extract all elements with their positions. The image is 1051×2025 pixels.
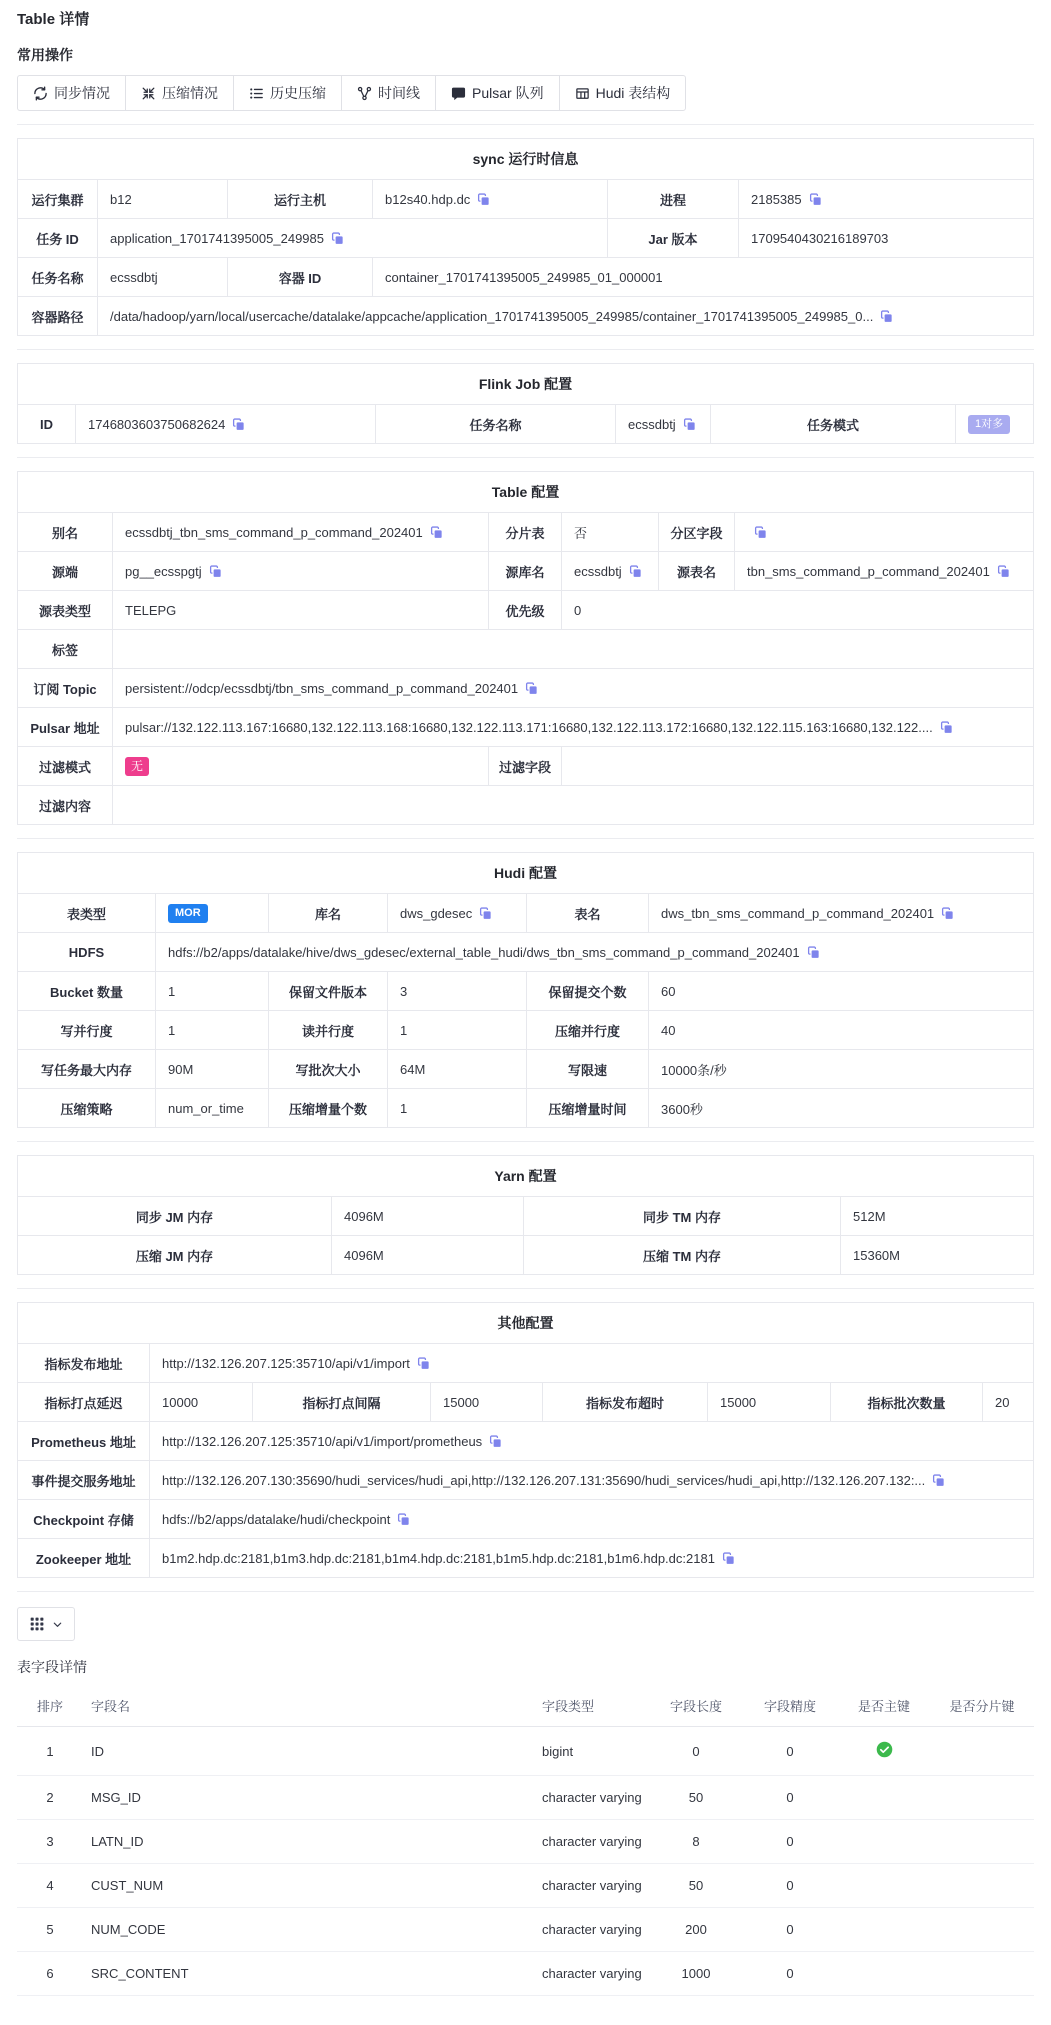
table-row [18, 552, 1034, 591]
field-label: 表名 [527, 894, 649, 933]
copy-icon[interactable] [417, 1357, 430, 1370]
cell [930, 1952, 1034, 1996]
field-value: ecssdbtj [616, 405, 711, 444]
field-label: 事件提交服务地址 [18, 1461, 150, 1500]
cell: 0 [650, 1727, 742, 1776]
cell: 6 [17, 1952, 83, 1996]
field-label: 同步 TM 内存 [524, 1197, 841, 1236]
field-value [113, 630, 1034, 669]
table-row [18, 786, 1034, 825]
field-label: 写批次大小 [269, 1050, 388, 1089]
table-row [18, 180, 1034, 219]
history-icon [249, 86, 264, 101]
field-value: hdfs://b2/apps/datalake/hudi/checkpoint [150, 1500, 1034, 1539]
column-header: 字段类型 [534, 1685, 650, 1727]
cell: 50 [650, 1776, 742, 1820]
sync-runtime-card [17, 138, 1034, 336]
cell: SRC_CONTENT [83, 1952, 534, 1996]
card-title: Hudi 配置 [18, 853, 1034, 894]
timeline-icon [357, 86, 372, 101]
field-label: 同步 JM 内存 [18, 1197, 332, 1236]
op-button-label: 历史压缩 [270, 85, 326, 101]
sync-icon [33, 86, 48, 101]
cell: 2 [17, 1776, 83, 1820]
field-label: 库名 [269, 894, 388, 933]
field-label: 压缩 TM 内存 [524, 1236, 841, 1275]
column-header: 是否分片键 [930, 1685, 1034, 1727]
table-row [18, 708, 1034, 747]
copy-icon[interactable] [809, 193, 822, 206]
cell: NUM_CODE [83, 1908, 534, 1952]
table-row [18, 1089, 1034, 1128]
field-label: Prometheus 地址 [18, 1422, 150, 1461]
section-divider [17, 457, 1034, 458]
cell [838, 1908, 930, 1952]
card-title: sync 运行时信息 [18, 139, 1034, 180]
field-value: 10000 [150, 1383, 253, 1422]
op-button-history[interactable] [233, 75, 342, 111]
cell [930, 1908, 1034, 1952]
field-value: b12 [98, 180, 228, 219]
cell: bigint [534, 1727, 650, 1776]
field-label: Pulsar 地址 [18, 708, 113, 747]
field-value: 1746803603750682624 [76, 405, 376, 444]
field-value: 1 [156, 1011, 269, 1050]
flink-job-card [17, 363, 1034, 444]
table-row [18, 894, 1034, 933]
field-value: 512M [841, 1197, 1034, 1236]
table-row [18, 219, 1034, 258]
field-value: 3600秒 [649, 1089, 1034, 1128]
card-title: Flink Job 配置 [18, 364, 1034, 405]
field-value [735, 513, 1034, 552]
field-label: 压缩 JM 内存 [18, 1236, 332, 1275]
field-value: pulsar://132.122.113.167:16680,132.122.113.168:16680,132.122.113.171:16680,132.122.113.172:16680,132.122.115.163:16680,132.122.... [113, 708, 1034, 747]
table-row [18, 1344, 1034, 1383]
copy-icon[interactable] [754, 526, 767, 539]
cell: 4 [17, 1864, 83, 1908]
cell: LATN_ID [83, 1820, 534, 1864]
field-value: 15360M [841, 1236, 1034, 1275]
field-label: 源表类型 [18, 591, 113, 630]
other-config-card [17, 1302, 1034, 1578]
column-layout-button[interactable] [17, 1607, 75, 1641]
mode-badge: 1对多 [968, 415, 1010, 434]
field-label: 过滤模式 [18, 747, 113, 786]
cell [930, 1864, 1034, 1908]
cell: character varying [534, 1952, 650, 1996]
table-row [18, 630, 1034, 669]
cell: CUST_NUM [83, 1864, 534, 1908]
field-label: 保留提交个数 [527, 972, 649, 1011]
field-label: ID [18, 405, 76, 444]
cell: character varying [534, 1776, 650, 1820]
field-label: Zookeeper 地址 [18, 1539, 150, 1578]
field-label: 运行集群 [18, 180, 98, 219]
fields-section-title: 表字段详情 [17, 1659, 87, 1675]
field-value: b12s40.hdp.dc [373, 180, 608, 219]
yarn-config-card [17, 1155, 1034, 1275]
field-value [156, 894, 269, 933]
copy-icon[interactable] [209, 565, 222, 578]
field-row [17, 1727, 1034, 1776]
cell [838, 1820, 930, 1864]
field-value: pg__ecsspgtj [113, 552, 489, 591]
field-row [17, 1908, 1034, 1952]
cell: 3 [17, 1820, 83, 1864]
field-label: 任务名称 [376, 405, 616, 444]
field-value: 3 [388, 972, 527, 1011]
cell [930, 1820, 1034, 1864]
field-label: 指标批次数量 [831, 1383, 983, 1422]
table-row [18, 1050, 1034, 1089]
table-config-card [17, 471, 1034, 825]
field-value: TELEPG [113, 591, 489, 630]
field-value: 1709540430216189703 [739, 219, 1034, 258]
copy-icon[interactable] [331, 232, 344, 245]
cell: 200 [650, 1908, 742, 1952]
op-button-label: Hudi 表结构 [595, 85, 671, 101]
field-value: 4096M [332, 1197, 524, 1236]
section-divider [17, 124, 1034, 125]
field-value: tbn_sms_command_p_command_202401 [735, 552, 1034, 591]
field-label: 别名 [18, 513, 113, 552]
copy-icon[interactable] [997, 565, 1010, 578]
field-value: ecssdbtj [562, 552, 659, 591]
field-row [17, 1952, 1034, 1996]
cell: 0 [742, 1776, 838, 1820]
cell: 0 [742, 1952, 838, 1996]
op-button-label: 同步情况 [54, 85, 110, 101]
fields-header-row [17, 1685, 1034, 1727]
copy-icon[interactable] [477, 193, 490, 206]
field-label: 写限速 [527, 1050, 649, 1089]
cell: 50 [650, 1864, 742, 1908]
field-label: 读并行度 [269, 1011, 388, 1050]
primary-key-check-icon [838, 1727, 930, 1776]
field-value: 64M [388, 1050, 527, 1089]
section-divider [17, 1288, 1034, 1289]
cell [930, 1776, 1034, 1820]
section-divider [17, 1141, 1034, 1142]
copy-icon[interactable] [525, 682, 538, 695]
op-button-timeline[interactable] [341, 75, 436, 111]
op-button-label: Pulsar 队列 [472, 85, 544, 101]
common-ops-title: 常用操作 [17, 47, 73, 63]
cell: 0 [742, 1727, 838, 1776]
cell [838, 1952, 930, 1996]
copy-icon[interactable] [941, 907, 954, 920]
table-row [18, 747, 1034, 786]
field-label: 过滤字段 [489, 747, 562, 786]
column-header: 字段长度 [650, 1685, 742, 1727]
field-label: 写任务最大内存 [18, 1050, 156, 1089]
field-label: 压缩并行度 [527, 1011, 649, 1050]
common-ops-group [17, 75, 686, 111]
op-button-hudi[interactable] [559, 75, 687, 111]
field-value: /data/hadoop/yarn/local/usercache/datalake/appcache/application_1701741395005_249985/container_1701741395005_249985_0... [98, 297, 1034, 336]
field-label: Jar 版本 [608, 219, 739, 258]
cell [838, 1776, 930, 1820]
table-row [18, 258, 1034, 297]
field-value: 90M [156, 1050, 269, 1089]
copy-icon[interactable] [940, 721, 953, 734]
section-divider [17, 349, 1034, 350]
table-row [18, 1461, 1034, 1500]
field-label: 进程 [608, 180, 739, 219]
copy-icon[interactable] [880, 310, 893, 323]
field-value: num_or_time [156, 1089, 269, 1128]
field-value: persistent://odcp/ecssdbtj/tbn_sms_command_p_command_202401 [113, 669, 1034, 708]
field-label: 容器路径 [18, 297, 98, 336]
op-button-pulsar[interactable] [435, 75, 560, 111]
cell: 5 [17, 1908, 83, 1952]
section-divider [17, 838, 1034, 839]
cell: 0 [742, 1820, 838, 1864]
field-label: 指标打点延迟 [18, 1383, 150, 1422]
field-row [17, 1776, 1034, 1820]
field-row [17, 1864, 1034, 1908]
table-row [18, 972, 1034, 1011]
field-value: 1 [388, 1011, 527, 1050]
cell: character varying [534, 1908, 650, 1952]
field-value [956, 405, 1034, 444]
copy-icon[interactable] [232, 418, 245, 431]
field-value: dws_gdesec [388, 894, 527, 933]
field-value: 10000条/秒 [649, 1050, 1034, 1089]
field-value: http://132.126.207.125:35710/api/v1/import/prometheus [150, 1422, 1034, 1461]
table-row [18, 1236, 1034, 1275]
table-fields-table [17, 1685, 1034, 1996]
grid-apps-icon [29, 1616, 45, 1632]
field-value: hdfs://b2/apps/datalake/hive/dws_gdesec/external_table_hudi/dws_tbn_sms_command_p_command_202401 [156, 933, 1034, 972]
field-label: 任务名称 [18, 258, 98, 297]
field-label: 指标发布地址 [18, 1344, 150, 1383]
field-value: dws_tbn_sms_command_p_command_202401 [649, 894, 1034, 933]
field-value: ecssdbtj [98, 258, 228, 297]
field-value: 4096M [332, 1236, 524, 1275]
field-label: 源库名 [489, 552, 562, 591]
field-label: 写并行度 [18, 1011, 156, 1050]
field-label: 保留文件版本 [269, 972, 388, 1011]
cell [838, 1864, 930, 1908]
field-label: Checkpoint 存储 [18, 1500, 150, 1539]
field-label: Bucket 数量 [18, 972, 156, 1011]
copy-icon[interactable] [683, 418, 696, 431]
column-header: 字段名 [83, 1685, 534, 1727]
table-row [18, 1383, 1034, 1422]
field-value: 40 [649, 1011, 1034, 1050]
field-value: http://132.126.207.130:35690/hudi_services/hudi_api,http://132.126.207.131:35690/hudi_services/hudi_api,http://132.126.207.132:... [150, 1461, 1034, 1500]
chat-icon [451, 86, 466, 101]
field-value: 否 [562, 513, 659, 552]
cell: character varying [534, 1864, 650, 1908]
op-button-compress[interactable] [125, 75, 234, 111]
cell: 0 [742, 1864, 838, 1908]
column-header: 排序 [17, 1685, 83, 1727]
field-label: 表类型 [18, 894, 156, 933]
field-value: 15000 [431, 1383, 543, 1422]
copy-icon[interactable] [479, 907, 492, 920]
field-label: 标签 [18, 630, 113, 669]
field-row [17, 1820, 1034, 1864]
field-value: b1m2.hdp.dc:2181,b1m3.hdp.dc:2181,b1m4.hdp.dc:2181,b1m5.hdp.dc:2181,b1m6.hdp.dc:2181 [150, 1539, 1034, 1578]
field-value [562, 747, 1034, 786]
table-row [18, 1500, 1034, 1539]
field-value: 0 [562, 591, 1034, 630]
field-label: 源表名 [659, 552, 735, 591]
field-value: container_1701741395005_249985_01_000001 [373, 258, 1034, 297]
field-label: 指标发布超时 [543, 1383, 708, 1422]
table-row [18, 591, 1034, 630]
field-label: 订阅 Topic [18, 669, 113, 708]
chevron-down-icon [52, 1619, 63, 1630]
cell: 1 [17, 1727, 83, 1776]
column-header: 字段精度 [742, 1685, 838, 1727]
field-value: application_1701741395005_249985 [98, 219, 608, 258]
table-row [18, 513, 1034, 552]
field-label: 任务 ID [18, 219, 98, 258]
copy-icon[interactable] [629, 565, 642, 578]
cell: ID [83, 1727, 534, 1776]
cell [930, 1727, 1034, 1776]
field-label: 优先级 [489, 591, 562, 630]
table-row [18, 405, 1034, 444]
card-title: Yarn 配置 [18, 1156, 1034, 1197]
field-value: 1 [156, 972, 269, 1011]
hudi-config-card [17, 852, 1034, 1128]
field-value [113, 747, 489, 786]
page-title: Table 详情 [17, 11, 90, 28]
field-value: ecssdbtj_tbn_sms_command_p_command_202401 [113, 513, 489, 552]
table-row [18, 933, 1034, 972]
field-label: HDFS [18, 933, 156, 972]
field-label: 压缩增量个数 [269, 1089, 388, 1128]
compress-icon [141, 86, 156, 101]
field-label: 分片表 [489, 513, 562, 552]
copy-icon[interactable] [807, 946, 820, 959]
cell: character varying [534, 1820, 650, 1864]
copy-icon[interactable] [430, 526, 443, 539]
field-value: 60 [649, 972, 1034, 1011]
field-label: 运行主机 [228, 180, 373, 219]
table-icon [575, 86, 590, 101]
table-row [18, 1011, 1034, 1050]
field-label: 任务模式 [711, 405, 956, 444]
section-divider [17, 1591, 1034, 1592]
cell: 1000 [650, 1952, 742, 1996]
table-row [18, 297, 1034, 336]
field-value: 20 [983, 1383, 1034, 1422]
mor-badge: MOR [168, 904, 208, 923]
field-label: 源端 [18, 552, 113, 591]
field-value: 1 [388, 1089, 527, 1128]
op-button-sync[interactable] [17, 75, 126, 111]
field-label: 分区字段 [659, 513, 735, 552]
card-title: Table 配置 [18, 472, 1034, 513]
copy-icon[interactable] [489, 1435, 502, 1448]
cell: 0 [742, 1908, 838, 1952]
column-header: 是否主键 [838, 1685, 930, 1727]
field-value: http://132.126.207.125:35710/api/v1/import [150, 1344, 1034, 1383]
cell: 8 [650, 1820, 742, 1864]
field-value: 2185385 [739, 180, 1034, 219]
table-row [18, 1422, 1034, 1461]
copy-icon[interactable] [397, 1513, 410, 1526]
filter-none-badge: 无 [125, 757, 149, 776]
table-row [18, 1539, 1034, 1578]
op-button-label: 压缩情况 [162, 85, 218, 101]
field-label: 压缩增量时间 [527, 1089, 649, 1128]
copy-icon[interactable] [722, 1552, 735, 1565]
table-row [18, 669, 1034, 708]
cell: MSG_ID [83, 1776, 534, 1820]
field-label: 指标打点间隔 [253, 1383, 431, 1422]
field-label: 压缩策略 [18, 1089, 156, 1128]
card-title: 其他配置 [18, 1303, 1034, 1344]
field-label: 容器 ID [228, 258, 373, 297]
field-label: 过滤内容 [18, 786, 113, 825]
field-value: 15000 [708, 1383, 831, 1422]
table-row [18, 1197, 1034, 1236]
op-button-label: 时间线 [378, 85, 420, 101]
copy-icon[interactable] [932, 1474, 945, 1487]
field-value [113, 786, 1034, 825]
